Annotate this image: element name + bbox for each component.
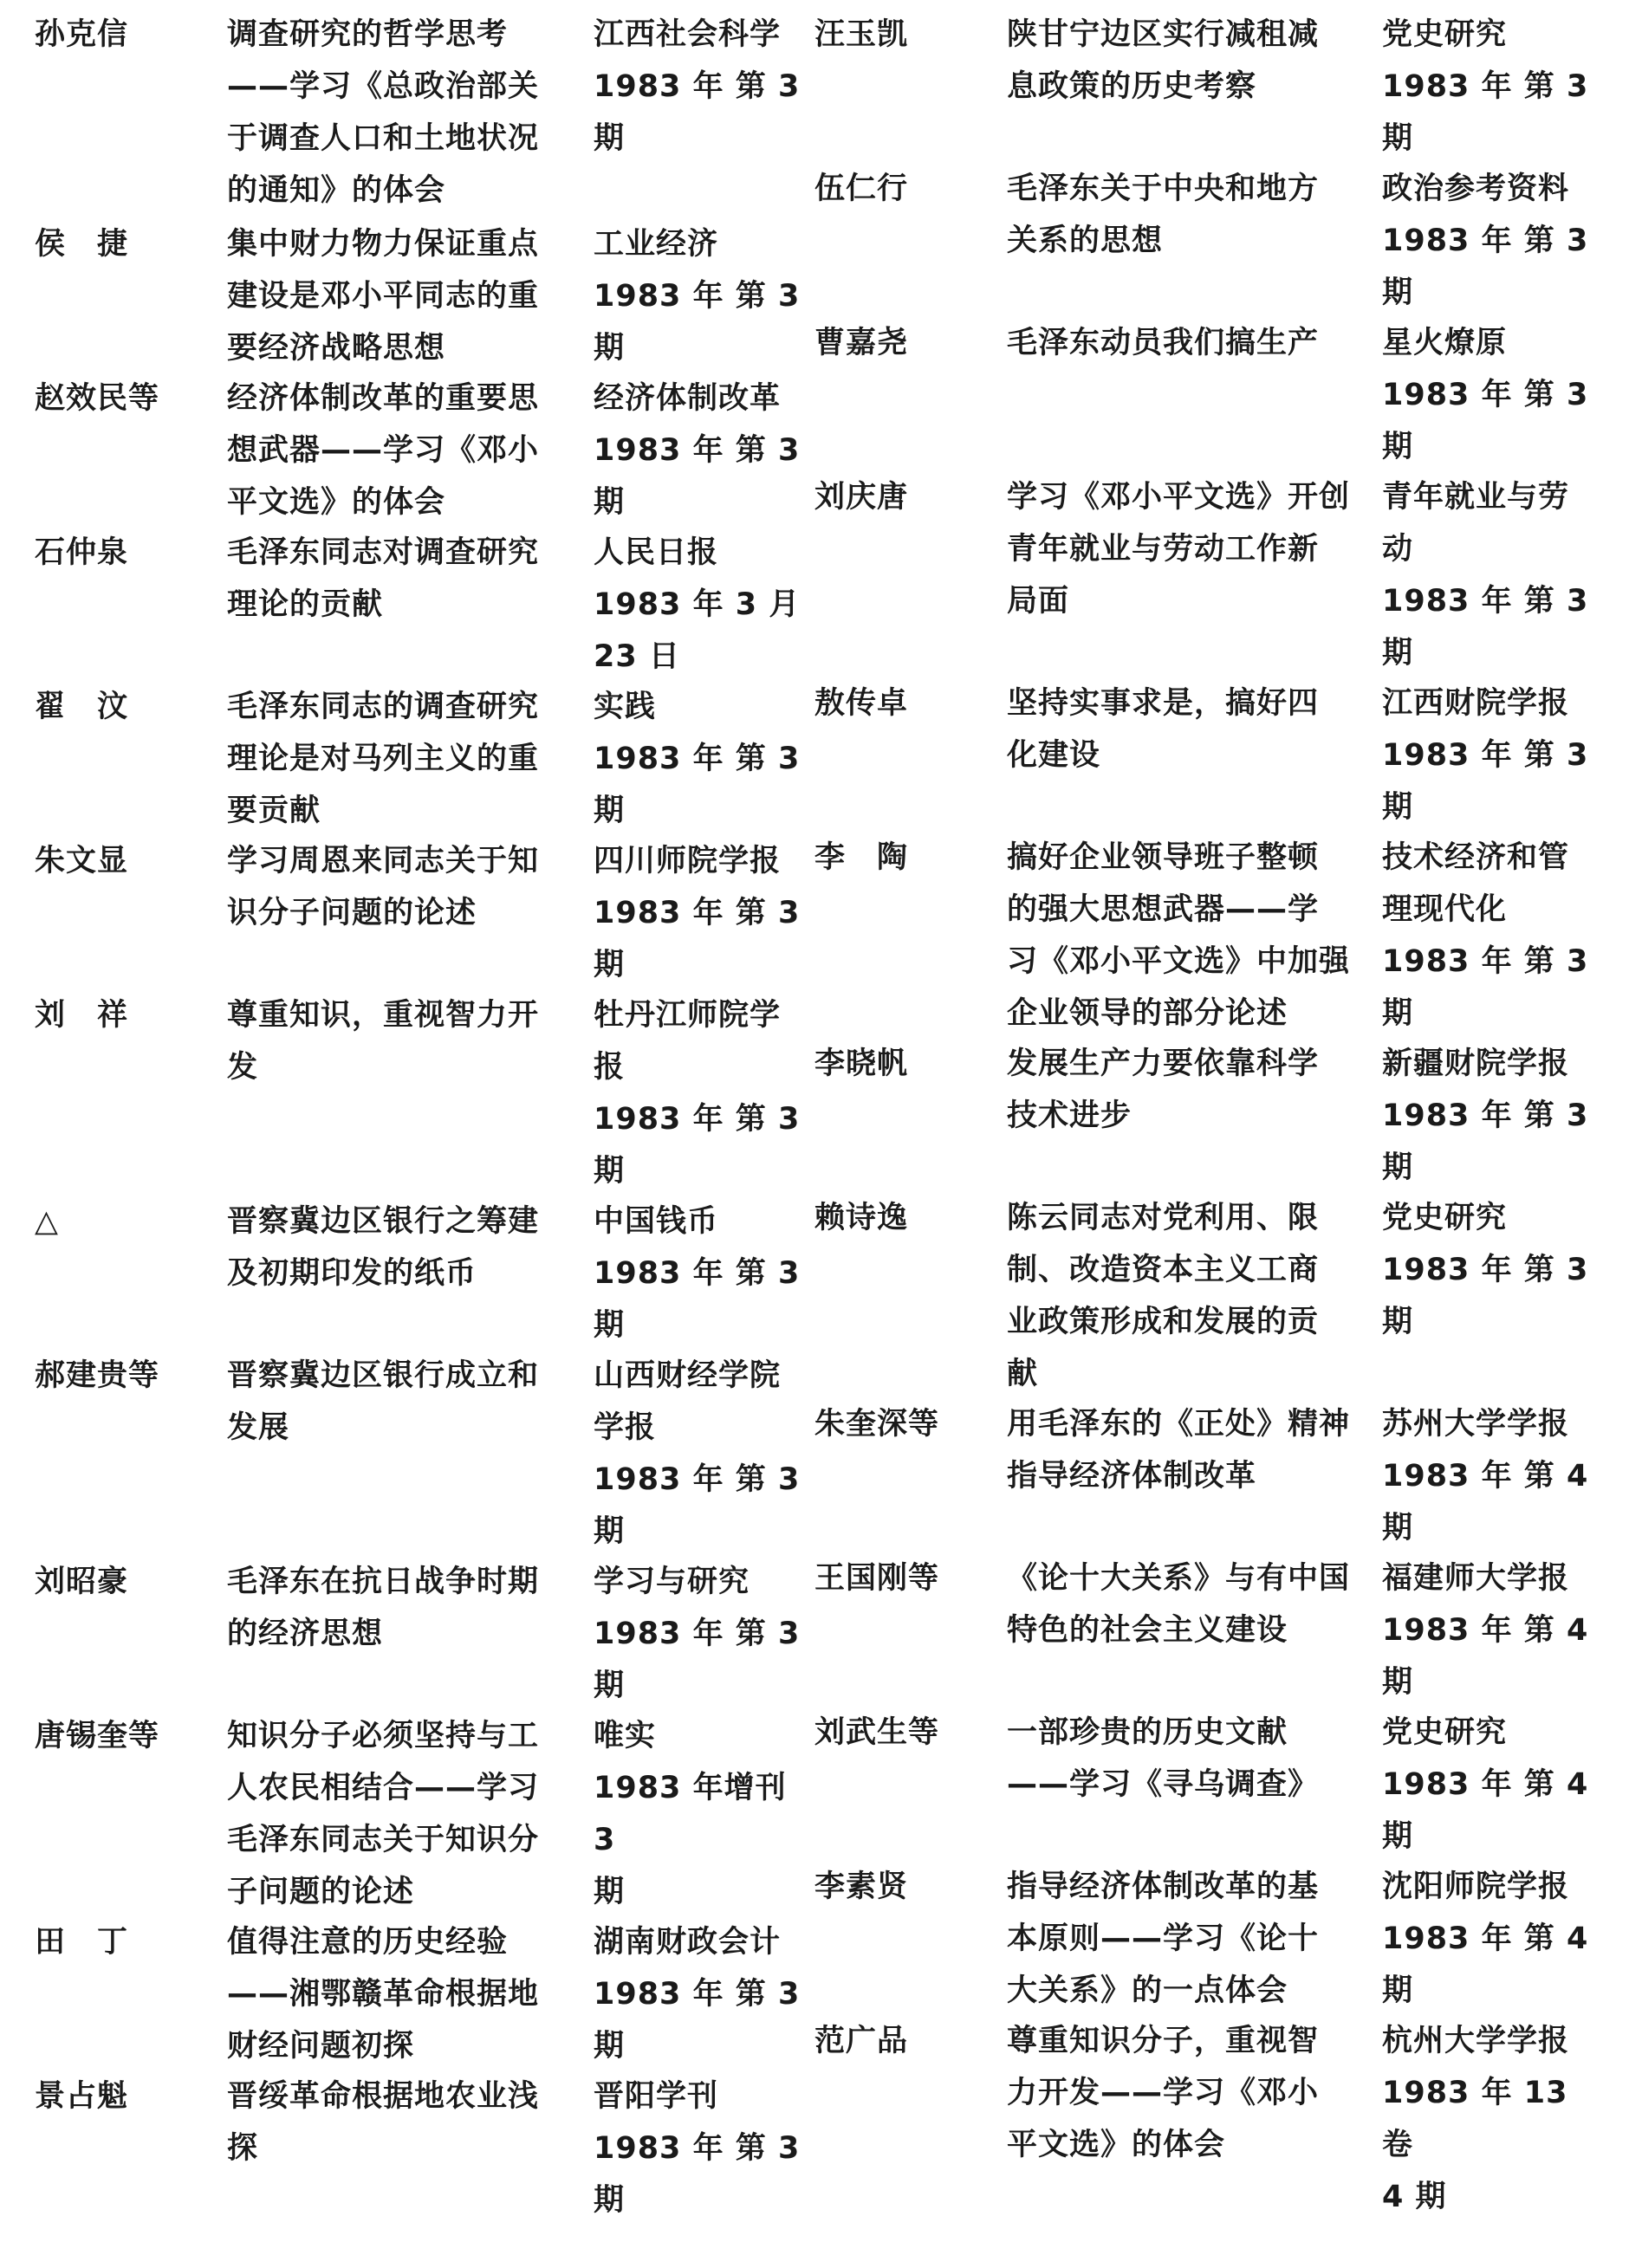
- list-item: [814, 1698, 1629, 1852]
- list-item: [814, 2006, 1629, 2214]
- entry-source: 福建师大学报 1983 年 第 4 期: [1382, 1561, 1589, 1700]
- entry-source: 党史研究 1983 年 第 3 期: [1382, 17, 1589, 156]
- entry-author: 刘武生等: [814, 1715, 940, 1750]
- entry-title: 坚持实事求是，搞好四 化建设: [1007, 686, 1320, 773]
- entry-source: 中国钱币 1983 年 第 3 期: [594, 1204, 801, 1343]
- entry-title: 晋绥革命根据地农业浅 探: [227, 2079, 540, 2166]
- entry-title: 毛泽东关于中央和地方 关系的思想: [1007, 172, 1320, 258]
- list-item: [0, 0, 814, 210]
- entry-title: 一部珍贵的历史文献 ——学习《寻乌调查》: [1007, 1715, 1320, 1802]
- entry-source: 牡丹江师院学 报 1983 年 第 3 期: [594, 998, 801, 1189]
- entry-author: 侯 捷: [35, 227, 129, 262]
- entry-author: 石仲泉: [35, 535, 129, 570]
- list-item: [0, 1908, 814, 2062]
- list-item: [0, 1187, 814, 1341]
- list-item: [814, 308, 1629, 463]
- entry-source: 青年就业与劳 动 1983 年 第 3 期: [1382, 480, 1589, 671]
- entry-source: 学习与研究 1983 年 第 3 期: [594, 1565, 801, 1703]
- entry-title: 尊重知识，重视智力开 发: [227, 998, 540, 1085]
- entry-source: 新疆财院学报 1983 年 第 3 期: [1382, 1047, 1589, 1185]
- entry-source: 星火燎原 1983 年 第 3 期: [1382, 326, 1589, 464]
- entry-source: 实践 1983 年 第 3 期: [594, 690, 801, 828]
- entry-source: 江西财院学报 1983 年 第 3 期: [1382, 686, 1589, 825]
- list-item: [0, 210, 814, 364]
- list-item: [0, 1341, 814, 1547]
- list-item: [814, 154, 1629, 308]
- entry-source: 沈阳师院学报 1983 年 第 4 期: [1382, 1869, 1589, 2008]
- entry-source: 江西社会科学 1983 年 第 3 期: [594, 17, 801, 156]
- entry-source: 唯实 1983 年增刊 3 期: [594, 1719, 787, 1909]
- right-column: [814, 0, 1629, 2265]
- entry-source: 人民日报 1983 年 3 月 23 日: [594, 535, 801, 674]
- entry-author: 赵效民等: [35, 381, 160, 416]
- entry-title: 毛泽东在抗日战争时期 的经济思想: [227, 1565, 540, 1651]
- list-item: [814, 1544, 1629, 1698]
- entry-title: 《论十大关系》与有中国 特色的社会主义建设: [1007, 1561, 1351, 1648]
- list-item: [814, 1852, 1629, 2006]
- list-item: [814, 1183, 1629, 1390]
- list-item: [814, 0, 1629, 154]
- entry-source: 湖南财政会计 1983 年 第 3 期: [594, 1925, 801, 2064]
- list-item: [0, 826, 814, 981]
- entry-source: 党史研究 1983 年 第 3 期: [1382, 1201, 1589, 1339]
- entry-title: 调查研究的哲学思考 ——学习《总政治部关 于调查人口和土地状况 的通知》的体会: [227, 17, 540, 208]
- entry-title: 毛泽东同志对调查研究 理论的贡献: [227, 535, 540, 622]
- entry-source: 晋阳学刊 1983 年 第 3 期: [594, 2079, 801, 2218]
- entry-title: 晋察冀边区银行之筹建 及初期印发的纸币: [227, 1204, 540, 1291]
- entry-title: 经济体制改革的重要思 想武器——学习《邓小 平文选》的体会: [227, 381, 540, 520]
- entry-source: 党史研究 1983 年 第 4 期: [1382, 1715, 1589, 1854]
- list-item: [0, 672, 814, 826]
- entry-author: 朱文显: [35, 844, 129, 878]
- entry-author: 郝建贵等: [35, 1358, 160, 1393]
- entry-author: 唐锡奎等: [35, 1719, 160, 1753]
- entry-title: 毛泽东同志的调查研究 理论是对马列主义的重 要贡献: [227, 690, 540, 828]
- entry-author: 李素贤: [814, 1869, 909, 1904]
- entry-title: 尊重知识分子，重视智 力开发——学习《邓小 平文选》的体会: [1007, 2024, 1320, 2162]
- entry-author: 孙克信: [35, 17, 129, 52]
- entry-author: 王国刚等: [814, 1561, 940, 1596]
- entry-title: 集中财力物力保证重点 建设是邓小平同志的重 要经济战略思想: [227, 227, 540, 366]
- entry-author: 李 陶: [814, 840, 909, 875]
- list-item: [0, 2062, 814, 2268]
- list-item: [0, 1701, 814, 1908]
- entry-author: 刘昭豪: [35, 1565, 129, 1599]
- entry-title: 学习《邓小平文选》开创 青年就业与劳动工作新 局面: [1007, 480, 1351, 619]
- entry-title: 陈云同志对党利用、限 制、改造资本主义工商 业政策形成和发展的贡 献: [1007, 1201, 1320, 1391]
- list-item: [0, 981, 814, 1187]
- entry-title: 发展生产力要依靠科学 技术进步: [1007, 1047, 1320, 1133]
- entry-author: 汪玉凯: [814, 17, 909, 52]
- left-column: [0, 0, 814, 2265]
- entry-author: 刘庆唐: [814, 480, 909, 515]
- list-item: [814, 823, 1629, 1029]
- list-item: [0, 364, 814, 518]
- entry-author: 田 丁: [35, 1925, 129, 1960]
- entry-title: 值得注意的历史经验 ——湘鄂赣革命根据地 财经问题初探: [227, 1925, 540, 2064]
- list-item: [814, 669, 1629, 823]
- list-item: [814, 1390, 1629, 1544]
- entry-source: 技术经济和管 理现代化 1983 年 第 3 期: [1382, 840, 1589, 1031]
- entry-author: 李晓帆: [814, 1047, 909, 1081]
- entry-source: 经济体制改革 1983 年 第 3 期: [594, 381, 801, 520]
- entry-title: 搞好企业领导班子整顿 的强大思想武器——学 习《邓小平文选》中加强 企业领导的部分论述: [1007, 840, 1351, 1031]
- list-item: [814, 463, 1629, 669]
- entry-title: 用毛泽东的《正处》精神 指导经济体制改革: [1007, 1407, 1351, 1494]
- entry-author: 景占魁: [35, 2079, 129, 2114]
- entry-source: 杭州大学学报 1983 年 13 卷 4 期: [1382, 2024, 1570, 2214]
- entry-author: 翟 汶: [35, 690, 129, 724]
- entry-source: 政治参考资料 1983 年 第 3 期: [1382, 172, 1589, 310]
- entry-source: 山西财经学院 学报 1983 年 第 3 期: [594, 1358, 801, 1549]
- entry-title: 毛泽东动员我们搞生产: [1007, 326, 1320, 360]
- entry-title: 晋察冀边区银行成立和 发展: [227, 1358, 540, 1445]
- entry-title: 学习周恩来同志关于知 识分子问题的论述: [227, 844, 540, 930]
- list-item: [0, 518, 814, 672]
- entry-author: △: [35, 1204, 59, 1239]
- entry-source: 四川师院学报 1983 年 第 3 期: [594, 844, 801, 982]
- entry-title: 知识分子必须坚持与工 人农民相结合——学习 毛泽东同志关于知识分 子问题的论述: [227, 1719, 540, 1909]
- list-item: [0, 1547, 814, 1701]
- entry-author: 敖传卓: [814, 686, 909, 721]
- entry-author: 伍仁行: [814, 172, 909, 206]
- entry-title: 指导经济体制改革的基 本原则——学习《论十 大关系》的一点体会: [1007, 1869, 1320, 2008]
- entry-author: 朱奎深等: [814, 1407, 940, 1442]
- list-item: [814, 1029, 1629, 1183]
- entry-author: 赖诗逸: [814, 1201, 909, 1235]
- entry-source: 苏州大学学报 1983 年 第 4 期: [1382, 1407, 1589, 1545]
- entry-title: 陕甘宁边区实行减租减 息政策的历史考察: [1007, 17, 1320, 104]
- entry-author: 范广品: [814, 2024, 909, 2058]
- entry-author: 曹嘉尧: [814, 326, 909, 360]
- entry-author: 刘 祥: [35, 998, 129, 1033]
- entry-source: 工业经济 1983 年 第 3 期: [594, 227, 801, 366]
